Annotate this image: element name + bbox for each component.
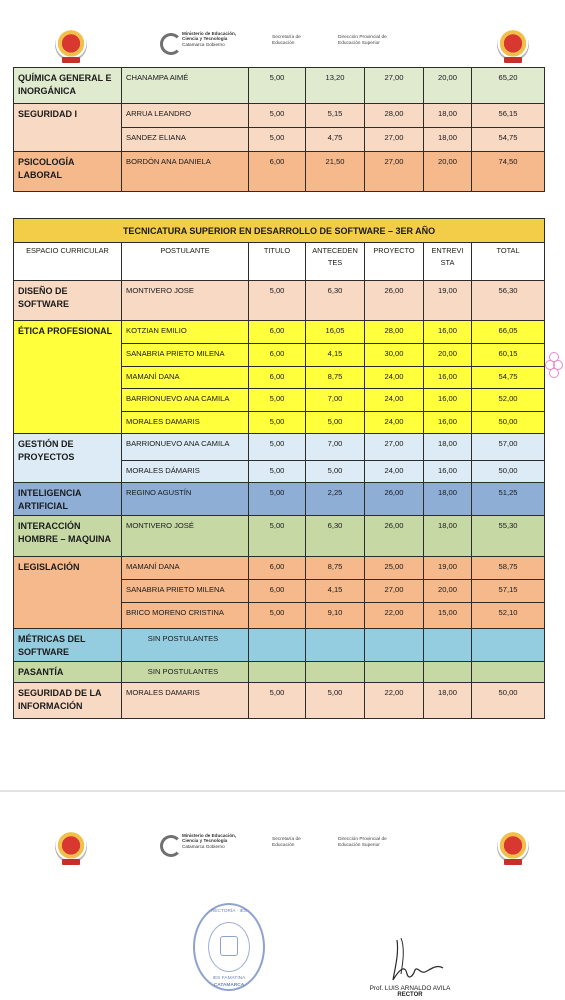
table-title-row: [14, 219, 545, 243]
table-row: [14, 662, 545, 683]
applicant-name-cell: BARRIONUEVO ANA CAMILA: [122, 434, 249, 461]
official-seal: RECTORÍA · IES IES FAMATINA CATAMARCA: [193, 903, 265, 991]
score-cell-proyecto: 26,00: [365, 281, 424, 321]
score-cell-antecedentes: 21,50: [306, 152, 365, 192]
ministry-emblem-icon: [160, 33, 180, 51]
col-header-antecedentes: ANTECEDEN TES: [306, 243, 365, 281]
score-cell-titulo: [249, 629, 306, 662]
ministry-line: Ciencia y Tecnología: [182, 36, 228, 42]
ministry-logo: Ministerio de Educación, Ciencia y Tecnología Catamarca Gobierno: [160, 833, 252, 855]
score-cell-entrevista: [424, 662, 472, 683]
score-cell-titulo: 5,00: [249, 603, 306, 629]
table-row: [14, 516, 545, 557]
score-cell-titulo: 5,00: [249, 68, 306, 104]
rector-signature-block: [355, 934, 465, 1000]
table-row: [14, 557, 545, 580]
score-cell-entrevista: 16,00: [424, 321, 472, 344]
score-cell-total: [472, 629, 545, 662]
col-header-total: TOTAL: [472, 243, 545, 281]
institute-crest-icon: [55, 29, 87, 61]
score-cell-antecedentes: 5,15: [306, 104, 365, 128]
score-cell-titulo: 6,00: [249, 344, 306, 367]
score-cell-antecedentes: 4,15: [306, 344, 365, 367]
score-cell-entrevista: 20,00: [424, 580, 472, 603]
score-cell-proyecto: 27,00: [365, 580, 424, 603]
applicant-name-cell: SANABRIA PRIETO MILENA: [122, 580, 249, 603]
score-cell-total: 55,30: [472, 516, 545, 557]
curricular-space-cell: PSICOLOGÍA LABORAL: [14, 152, 122, 192]
applicant-name-cell: KOTZIAN EMILIO: [122, 321, 249, 344]
curricular-space-cell: DISEÑO DE SOFTWARE: [14, 281, 122, 321]
score-cell-proyecto: 24,00: [365, 412, 424, 434]
score-cell-total: 50,00: [472, 461, 545, 483]
applicant-name-cell: CHANAMPA AIMÉ: [122, 68, 249, 104]
score-cell-entrevista: [424, 629, 472, 662]
score-cell-antecedentes: 13,20: [306, 68, 365, 104]
score-cell-total: 50,00: [472, 412, 545, 434]
curricular-space-cell: INTERACCIÓN HOMBRE – MAQUINA: [14, 516, 122, 557]
ministry-line: Ministerio de Educación,: [182, 31, 237, 36]
score-cell-entrevista: 15,00: [424, 603, 472, 629]
table-row: [14, 281, 545, 321]
score-cell-entrevista: 19,00: [424, 281, 472, 321]
score-cell-proyecto: 27,00: [365, 152, 424, 192]
page-header-2: [0, 827, 565, 867]
score-cell-titulo: 6,00: [249, 580, 306, 603]
score-cell-proyecto: 27,00: [365, 128, 424, 152]
secretaria-label: Secretaría de Educación: [272, 35, 301, 46]
ministry-emblem-icon: [160, 835, 180, 853]
direccion-label: Dirección Provincial de Educación Superior: [338, 35, 387, 46]
score-cell-total: 54,75: [472, 128, 545, 152]
col-header-proyecto: PROYECTO: [365, 243, 424, 281]
applicant-name-cell: MONTIVERO JOSE: [122, 281, 249, 321]
curricular-space-cell: MÉTRICAS DEL SOFTWARE: [14, 629, 122, 662]
score-cell-entrevista: 18,00: [424, 128, 472, 152]
score-cell-titulo: 5,00: [249, 516, 306, 557]
applicant-name-cell: MONTIVERO JOSÉ: [122, 516, 249, 557]
col-header-espacio: ESPACIO CURRICULAR: [14, 243, 122, 281]
col-header-titulo: TITULO: [249, 243, 306, 281]
applicant-name-cell: BRICO MORENO CRISTINA: [122, 603, 249, 629]
score-cell-proyecto: 26,00: [365, 516, 424, 557]
score-cell-total: 50,00: [472, 683, 545, 719]
secretaria-label: Secretaría de Educación: [272, 837, 301, 848]
score-cell-entrevista: 20,00: [424, 68, 472, 104]
score-cell-total: 52,10: [472, 603, 545, 629]
score-cell-antecedentes: 8,75: [306, 557, 365, 580]
score-cell-titulo: [249, 662, 306, 683]
score-cell-proyecto: 22,00: [365, 603, 424, 629]
applicant-name-cell: BARRIONUEVO ANA CAMILA: [122, 389, 249, 412]
score-cell-proyecto: 28,00: [365, 321, 424, 344]
score-cell-proyecto: 24,00: [365, 461, 424, 483]
applicant-name-cell: MAMANÍ DANA: [122, 557, 249, 580]
score-cell-titulo: 5,00: [249, 104, 306, 128]
ministry-line: Catamarca Gobierno: [182, 41, 225, 47]
score-cell-total: 56,15: [472, 104, 545, 128]
score-cell-antecedentes: 4,15: [306, 580, 365, 603]
seal-emblem-icon: [220, 936, 238, 956]
score-cell-proyecto: 24,00: [365, 367, 424, 389]
score-cell-titulo: 6,00: [249, 367, 306, 389]
score-cell-total: [472, 662, 545, 683]
table-row: [14, 483, 545, 516]
score-cell-proyecto: 27,00: [365, 68, 424, 104]
score-cell-entrevista: 18,00: [424, 104, 472, 128]
page-divider: [0, 790, 565, 792]
table-header-row: [14, 243, 545, 281]
score-cell-titulo: 5,00: [249, 434, 306, 461]
score-cell-total: 57,00: [472, 434, 545, 461]
score-cell-entrevista: 16,00: [424, 412, 472, 434]
table-row: [14, 683, 545, 719]
curricular-space-cell: LEGISLACIÓN: [14, 557, 122, 629]
score-cell-entrevista: 18,00: [424, 434, 472, 461]
score-cell-entrevista: 18,00: [424, 683, 472, 719]
curricular-space-cell: PASANTÍA: [14, 662, 122, 683]
table-title: TECNICATURA SUPERIOR EN DESARROLLO DE SOFTWARE – 3ER AÑO: [14, 219, 545, 243]
score-cell-antecedentes: [306, 662, 365, 683]
score-cell-total: 56,30: [472, 281, 545, 321]
col-header-postulante: POSTULANTE: [122, 243, 249, 281]
score-cell-titulo: 5,00: [249, 683, 306, 719]
curricular-space-cell: INTELIGENCIA ARTIFICIAL: [14, 483, 122, 516]
applicant-name-cell: ARRUA LEANDRO: [122, 104, 249, 128]
score-cell-total: 58,75: [472, 557, 545, 580]
score-cell-titulo: 5,00: [249, 483, 306, 516]
score-cell-total: 65,20: [472, 68, 545, 104]
score-cell-titulo: 6,00: [249, 152, 306, 192]
score-cell-total: 60,15: [472, 344, 545, 367]
score-cell-antecedentes: 16,05: [306, 321, 365, 344]
score-cell-entrevista: 20,00: [424, 344, 472, 367]
score-cell-antecedentes: 8,75: [306, 367, 365, 389]
table-row: [14, 434, 545, 461]
score-cell-total: 54,75: [472, 367, 545, 389]
table-row: [14, 321, 545, 344]
signatory-role: RECTOR: [397, 992, 423, 998]
curricular-space-cell: SEGURIDAD I: [14, 104, 122, 152]
table-row: [14, 104, 545, 128]
score-cell-titulo: 5,00: [249, 461, 306, 483]
score-cell-total: 66,05: [472, 321, 545, 344]
score-cell-proyecto: 25,00: [365, 557, 424, 580]
score-cell-proyecto: 28,00: [365, 104, 424, 128]
curricular-space-cell: ÉTICA PROFESIONAL: [14, 321, 122, 434]
score-cell-proyecto: [365, 662, 424, 683]
institute-crest-icon: [497, 831, 529, 863]
score-cell-titulo: 6,00: [249, 321, 306, 344]
institute-crest-icon: [55, 831, 87, 863]
score-cell-total: 52,00: [472, 389, 545, 412]
table-row: [14, 68, 545, 104]
no-applicants-cell: SIN POSTULANTES: [122, 629, 249, 662]
table-row: [14, 152, 545, 192]
table-row: [14, 629, 545, 662]
software-results-table: [13, 218, 545, 719]
curricular-space-cell: SEGURIDAD DE LA INFORMACIÓN: [14, 683, 122, 719]
score-cell-antecedentes: 6,30: [306, 516, 365, 557]
score-cell-entrevista: 18,00: [424, 483, 472, 516]
score-cell-titulo: 5,00: [249, 128, 306, 152]
score-cell-titulo: 5,00: [249, 389, 306, 412]
applicant-name-cell: MORALES DAMARIS: [122, 683, 249, 719]
curricular-space-cell: GESTIÓN DE PROYECTOS: [14, 434, 122, 483]
score-cell-total: 74,50: [472, 152, 545, 192]
score-cell-entrevista: 18,00: [424, 516, 472, 557]
applicant-name-cell: SANDEZ ELIANA: [122, 128, 249, 152]
score-cell-total: 57,15: [472, 580, 545, 603]
score-cell-antecedentes: 5,00: [306, 461, 365, 483]
score-cell-antecedentes: 9,10: [306, 603, 365, 629]
score-cell-proyecto: 24,00: [365, 389, 424, 412]
score-cell-titulo: 5,00: [249, 281, 306, 321]
applicant-name-cell: SANABRIA PRIETO MILENA: [122, 344, 249, 367]
institute-crest-icon: [497, 29, 529, 61]
page-header: [0, 25, 565, 65]
score-cell-proyecto: [365, 629, 424, 662]
signature-mark: [385, 934, 445, 984]
applicant-name-cell: BORDÓN ANA DANIELA: [122, 152, 249, 192]
score-cell-entrevista: 20,00: [424, 152, 472, 192]
score-cell-antecedentes: 4,75: [306, 128, 365, 152]
score-cell-proyecto: 26,00: [365, 483, 424, 516]
score-cell-entrevista: 16,00: [424, 461, 472, 483]
score-cell-antecedentes: 5,00: [306, 683, 365, 719]
score-cell-proyecto: 30,00: [365, 344, 424, 367]
no-applicants-cell: SIN POSTULANTES: [122, 662, 249, 683]
score-cell-entrevista: 19,00: [424, 557, 472, 580]
applicant-name-cell: REGINO AGUSTÍN: [122, 483, 249, 516]
score-cell-titulo: 5,00: [249, 412, 306, 434]
score-cell-titulo: 6,00: [249, 557, 306, 580]
direccion-label: Dirección Provincial de Educación Superior: [338, 837, 387, 848]
decorative-flower-icon: [545, 352, 565, 388]
signatory-name: Prof. LUIS ARNALDO AVILA: [369, 985, 451, 992]
applicant-name-cell: MORALES DÁMARIS: [122, 461, 249, 483]
ministry-logo: [160, 31, 252, 53]
score-cell-antecedentes: 7,00: [306, 389, 365, 412]
score-cell-proyecto: 22,00: [365, 683, 424, 719]
score-cell-antecedentes: [306, 629, 365, 662]
score-cell-entrevista: 16,00: [424, 367, 472, 389]
curricular-space-cell: QUÍMICA GENERAL E INORGÁNICA: [14, 68, 122, 104]
score-cell-antecedentes: 7,00: [306, 434, 365, 461]
applicant-name-cell: MORALES DAMARIS: [122, 412, 249, 434]
score-cell-antecedentes: 2,25: [306, 483, 365, 516]
score-cell-total: 51,25: [472, 483, 545, 516]
score-cell-proyecto: 27,00: [365, 434, 424, 461]
results-table-continued: [13, 67, 545, 192]
score-cell-entrevista: 16,00: [424, 389, 472, 412]
score-cell-antecedentes: 5,00: [306, 412, 365, 434]
col-header-entrevista: ENTREVI STA: [424, 243, 472, 281]
score-cell-antecedentes: 6,30: [306, 281, 365, 321]
applicant-name-cell: MAMANÍ DANA: [122, 367, 249, 389]
